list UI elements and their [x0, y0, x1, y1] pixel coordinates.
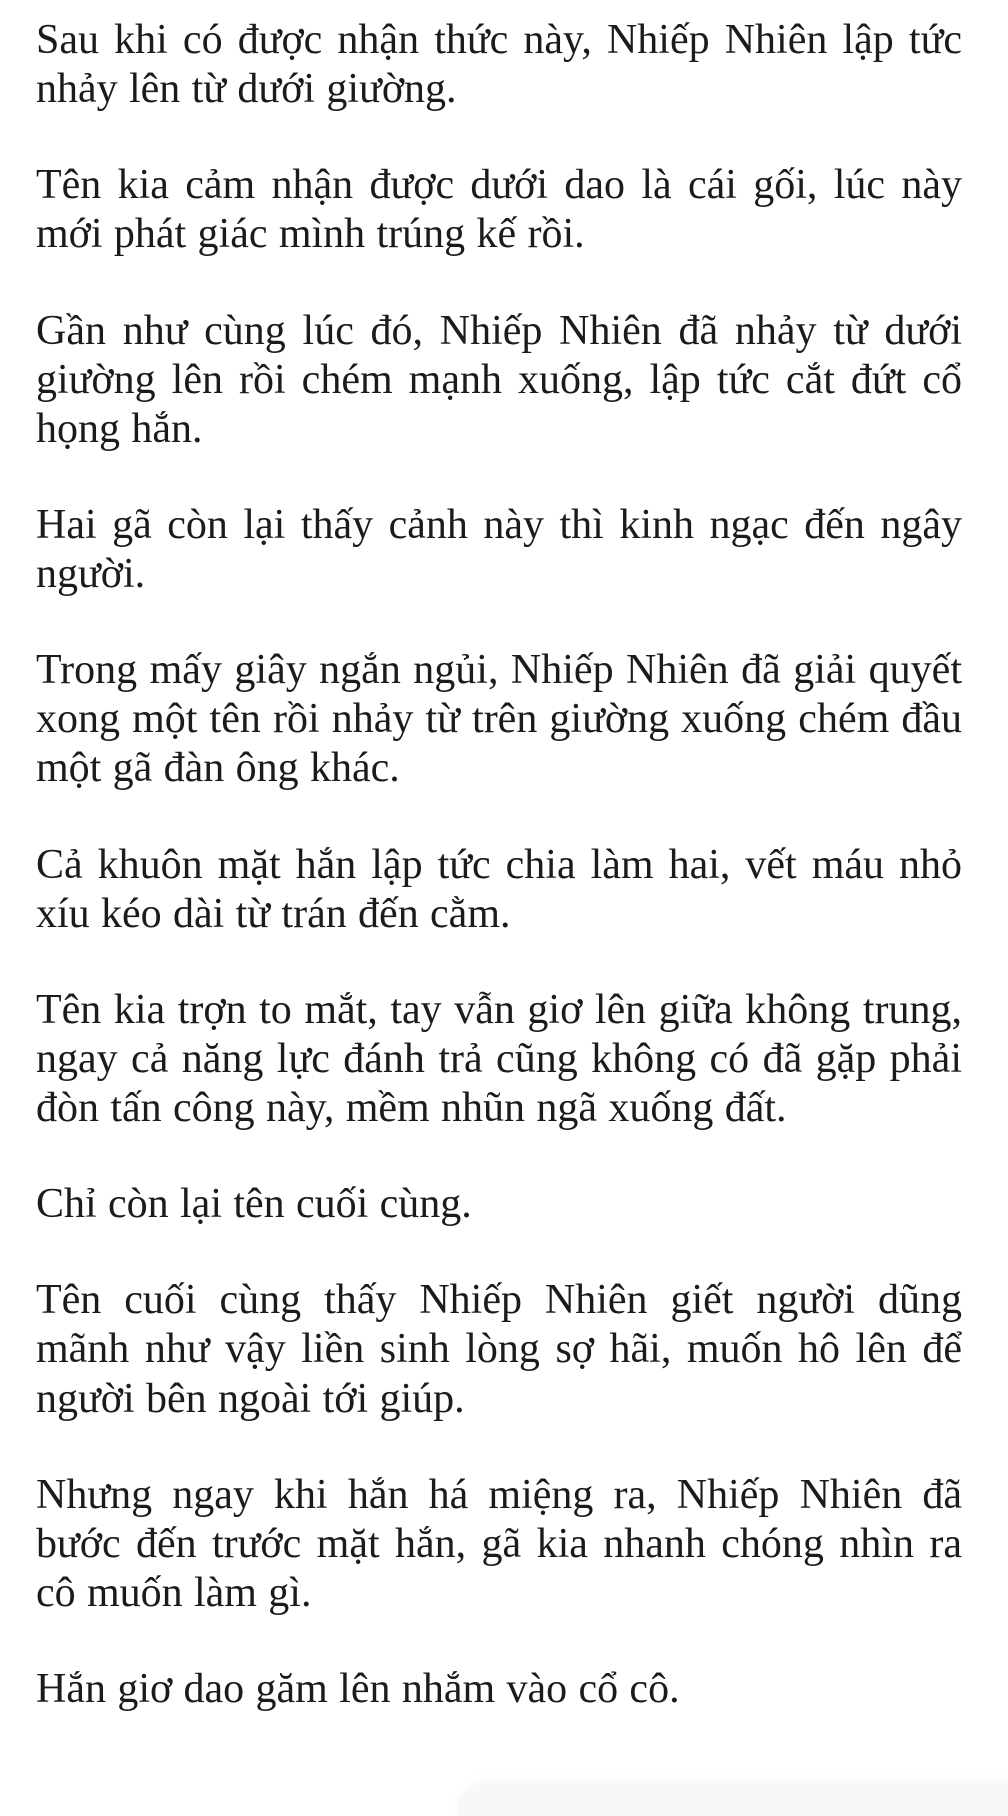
- paragraph: Hai gã còn lại thấy cảnh này thì kinh ngạc đến ngây người.: [36, 501, 962, 597]
- paragraph: Trong mấy giây ngắn ngủi, Nhiếp Nhiên đã giải quyết xong một tên rồi nhảy từ trên giường xuống chém đầu một gã đàn ông khác.: [36, 647, 962, 792]
- paragraph: Tên cuối cùng thấy Nhiếp Nhiên giết người dũng mãnh như vậy liền sinh lòng sợ hãi, muốn hô lên để người bên ngoài tới giúp.: [36, 1277, 962, 1422]
- paragraph: Tên kia trợn to mắt, tay vẫn giơ lên giữa không trung, ngay cả năng lực đánh trả cũng không có đã gặp phải đòn tấn công này, mềm nhũn ngã xuống đất.: [36, 986, 962, 1131]
- paragraph: Chỉ còn lại tên cuối cùng.: [36, 1181, 472, 1228]
- paragraph: Hắn giơ dao găm lên nhắm vào cổ cô.: [36, 1666, 680, 1712]
- paragraph: Cả khuôn mặt hắn lập tức chia làm hai, vết máu nhỏ xíu kéo dài từ trán đến cằm.: [36, 841, 962, 937]
- bottom-sheet-edge: [458, 1782, 1008, 1816]
- paragraph: Sau khi có được nhận thức này, Nhiếp Nhiên lập tức nhảy lên từ dưới giường.: [36, 17, 962, 113]
- paragraph: Tên kia cảm nhận được dưới dao là cái gối, lúc này mới phát giác mình trúng kế rồi.: [36, 162, 962, 258]
- paragraph: Gần như cùng lúc đó, Nhiếp Nhiên đã nhảy từ dưới giường lên rồi chém mạnh xuống, lập tức cắt đứt cổ họng hắn.: [36, 307, 962, 452]
- paragraph: Nhưng ngay khi hắn há miệng ra, Nhiếp Nhiên đã bước đến trước mặt hắn, gã kia nhanh chóng nhìn ra cô muốn làm gì.: [36, 1471, 962, 1616]
